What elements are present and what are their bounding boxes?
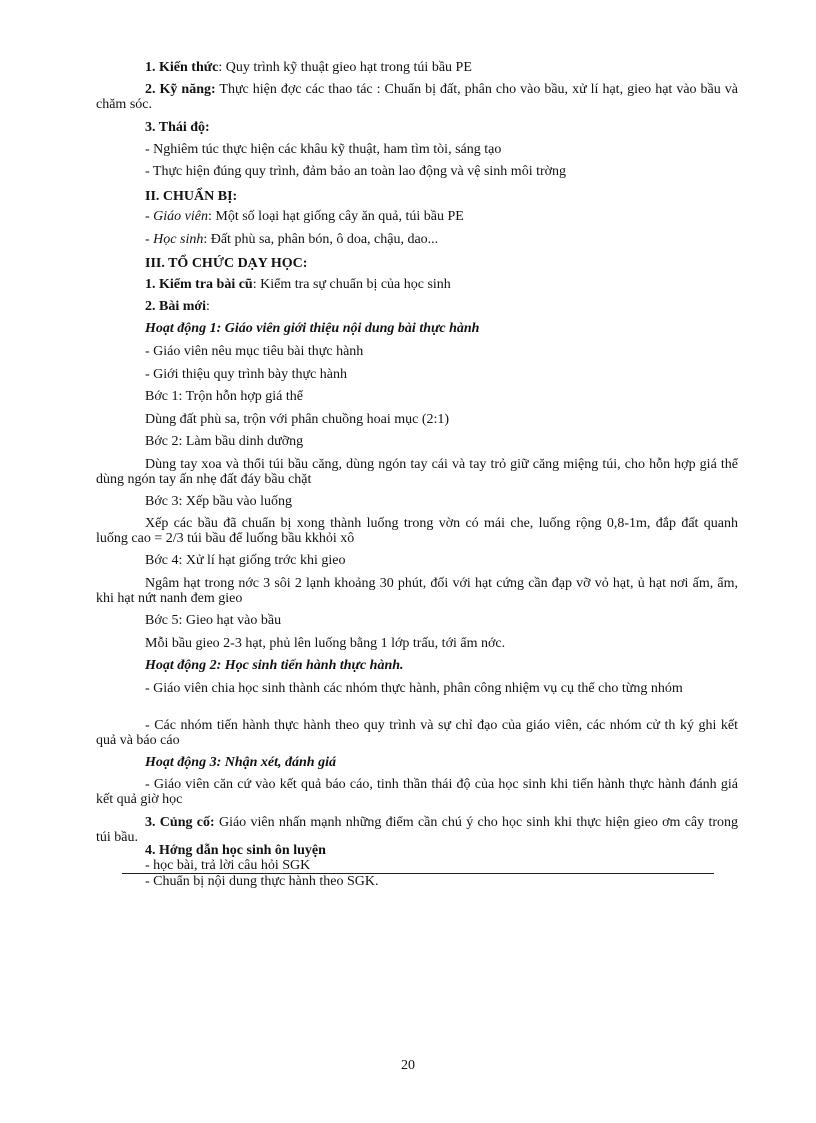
new-lesson-line [145,299,210,314]
new-lesson-label: 2. Bài mới [145,299,207,314]
teacher-text: : Một số loại hạt giống cây ăn quả, túi bầu PE [208,209,464,224]
prep-student-line: - Học sinh: Đất phù sa, phân bón, ô doa, chậu, dao... [145,232,439,247]
student-text: : Đất phù sa, phân bón, ô doa, chậu, dao... [203,232,439,247]
student-label: Học sinh [153,232,204,247]
step-3-text: Xếp các bầu đã chuẩn bị xong thành luống trong vờn có mái che, luống rộng 0,8-1m, đắp đất quanh luống cao = 2/3 túi bầu để luống bầu kkhỏi xô [96,516,738,546]
step-3-title: Bớc 3: Xếp bầu vào luống [145,494,292,509]
consolidation-text: Giáo viên nhấn mạnh những điểm cần chú ý cho học sinh khi thực hiện gieo ơm cây trong túi bầu. [96,815,738,845]
consolidation-paragraph [96,815,738,845]
step-4-text: Ngâm hạt trong nớc 3 sôi 2 lạnh khoảng 30 phút, đối với hạt cứng cần đạp vỡ vỏ hạt, ủ hạt nơi ấm, ẩm, khi hạt nứt nanh đem gieo [96,576,738,606]
review-guide-item-1: - học bài, trả lời câu hỏi SGK [145,858,311,873]
step-2-text: Dùng tay xoa và thổi túi bầu căng, dùng ngón tay cái và tay trỏ giữ căng miệng túi, cho hỗn hợp giá thể dùng ngón tay ấn nhẹ đất đáy bầu chặt [96,457,738,487]
step-1-text: Dùng đất phù sa, trộn với phân chuồng hoai mục (2:1) [145,412,450,427]
organization-heading: III. TỔ CHỨC DẠY HỌC: [145,256,308,271]
review-guide-heading: 4. Hớng dẫn học sinh ôn luyện [145,843,326,858]
step-1-title: Bớc 1: Trộn hỗn hợp giá thể [145,389,303,404]
preparation-heading: II. CHUẨN BỊ: [145,189,238,204]
page-number: 20 [401,1058,415,1073]
old-lesson-check-text: : Kiểm tra sự chuẩn bị của học sinh [252,277,451,292]
attitude-item-2: - Thực hiện đúng quy trình, đảm bảo an toàn lao động và vệ sinh môi trờng [145,164,567,179]
knowledge-line [145,60,472,75]
activity-1-item-1: - Giáo viên nêu mục tiêu bài thực hành [145,344,364,359]
attitude-heading: 3. Thái độ: [145,120,210,135]
consolidation-label: 3. Củng cố: [145,815,215,830]
attitude-item-1: - Nghiêm túc thực hiện các khâu kỹ thuật, ham tìm tòi, sáng tạo [145,142,502,157]
activity-1-heading: Hoạt động 1: Giáo viên giới thiệu nội dung bài thực hành [145,321,480,336]
activity-1-item-2: - Giới thiệu quy trình bày thực hành [145,367,348,382]
review-guide-item-2: - Chuẩn bị nội dung thực hành theo SGK. [145,874,379,889]
activity-2-heading: Hoạt động 2: Học sinh tiến hành thực hành. [145,658,404,673]
knowledge-text: : Quy trình kỹ thuật gieo hạt trong túi bầu PE [218,60,472,75]
old-lesson-check-line [145,277,451,292]
step-5-text: Mỗi bầu gieo 2-3 hạt, phủ lên luống bằng 1 lớp trấu, tới ẩm nớc. [145,636,506,651]
knowledge-label: 1. Kiến thức [145,60,219,75]
activity-3-heading: Hoạt động 3: Nhận xét, đánh giá [145,755,336,770]
skills-text: Thực hiện đợc các thao tác : Chuẩn bị đất, phân cho vào bầu, xử lí hạt, gieo hạt vào bầu và chăm sóc. [96,82,738,112]
step-2-title: Bớc 2: Làm bầu dinh dưỡng [145,434,304,449]
step-4-title: Bớc 4: Xử lí hạt giống trớc khi gieo [145,553,346,568]
activity-2-item-2: - Các nhóm tiến hành thực hành theo quy trình và sự chỉ đạo của giáo viên, các nhóm cử th ký ghi kết quả và báo cáo [96,718,738,748]
skills-label: 2. Kỹ năng: [145,82,216,97]
old-lesson-check-label: 1. Kiểm tra bài cũ [145,277,253,292]
activity-2-item-1: - Giáo viên chia học sinh thành các nhóm thực hành, phân công nhiệm vụ cụ thể cho từng nhóm [145,681,683,696]
new-lesson-text: : [206,299,210,314]
teacher-label: Giáo viên [153,209,208,224]
activity-3-item-1: - Giáo viên căn cứ vào kết quả báo cáo, tinh thần thái độ của học sinh khi tiến hành thực hành đánh giá kết quả giờ học [96,777,738,807]
prep-teacher-line: - Giáo viên: Một số loại hạt giống cây ăn quả, túi bầu PE [145,209,464,224]
skills-paragraph [96,82,738,112]
step-5-title: Bớc 5: Gieo hạt vào bầu [145,613,282,628]
